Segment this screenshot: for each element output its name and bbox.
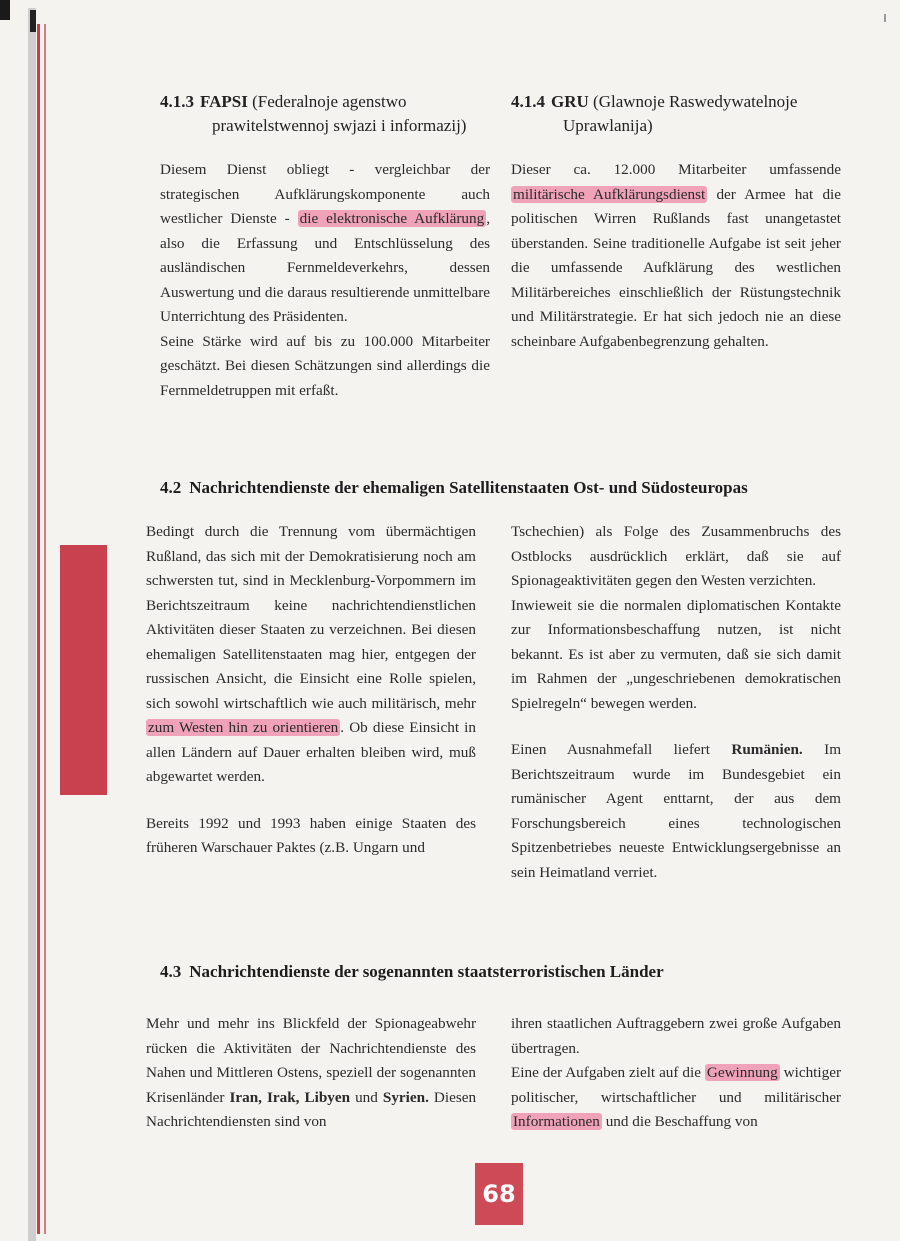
text-column-4-3-left xyxy=(146,1012,476,1135)
text-run: Diesen Nachrichtendiensten sind von xyxy=(146,1088,477,1130)
text-column-4-1-4 xyxy=(511,158,841,354)
heading-title: Nachrichtendienste der sogenannten staatsterroristischen Länder xyxy=(189,962,664,981)
text-run: Dieser ca. 12.000 Mitarbeiter umfassende xyxy=(511,161,841,178)
bold-country: Iran, xyxy=(229,1088,262,1106)
paragraph xyxy=(511,738,841,885)
scan-edge-dark-mark xyxy=(30,10,36,32)
text-run: Im Berichtszeitraum wurde im Bundesgebiet ein rumänischer Agent enttarnt, der aus dem Forschungsbereich eines technologischen Spitzenbetriebes neueste Entwicklungsergebnisse an sein Heimatland verriet. xyxy=(511,741,842,881)
heading-4-1-3 xyxy=(160,90,466,138)
text-run: Diesem Dienst obliegt - vergleichbar der strategischen Aufklärungskomponente auch westlicher Dienste - xyxy=(160,161,490,227)
text-column-4-2-right xyxy=(511,520,841,885)
paragraph: Seine Stärke wird auf bis zu 100.000 Mitarbeiter geschätzt. Bei diesen Schätzungen sind allerdings die Fernmeldetruppen mit erfaßt. xyxy=(160,332,490,399)
text-column-4-2-left xyxy=(146,520,476,861)
paragraph: Bereits 1992 und 1993 haben einige Staaten des früheren Warschauer Paktes (z.B. Ungarn und xyxy=(146,814,476,856)
margin-red-line xyxy=(37,24,40,1234)
bold-country: Syrien. xyxy=(382,1088,429,1106)
text-run: wichtiger politischer, wirtschaftlicher und militärischer xyxy=(511,1064,842,1106)
bold-country: Irak, xyxy=(266,1088,300,1106)
paragraph xyxy=(146,1012,476,1135)
paragraph xyxy=(511,158,841,354)
highlighted-text: Informationen xyxy=(513,1113,600,1130)
paragraph xyxy=(511,1061,841,1135)
highlighted-text: die elektronische Aufklärung xyxy=(299,210,485,227)
margin-red-block xyxy=(60,545,107,795)
text-run: Mehr und mehr ins Blickfeld der Spionageabwehr rücken die Aktivitäten der Nachrichtendienste des Nahen und Mittleren Ostens, speziell der sogenannten Krisenländer xyxy=(146,1015,476,1106)
heading-number: 4.1.3 xyxy=(160,92,194,111)
heading-line1: (Federalnoje agenstwo xyxy=(252,92,407,111)
highlighted-text: Gewinnung xyxy=(706,1064,778,1081)
text-run: Einen Ausnahmefall liefert xyxy=(511,741,710,758)
text-column-4-1-3 xyxy=(160,158,490,403)
paragraph xyxy=(160,158,490,330)
heading-line2: prawitelstwennoj swjazi i informazij) xyxy=(212,116,467,135)
paragraph: Inwieweit sie die normalen diplomatischen Kontakte zur Informationsbeschaffung nutzen, ist nicht bekannt. Es ist aber zu vermuten, daß sie sich damit im Rahmen der „ungeschriebenen demokratischen Spielregeln“ bewegen werden. xyxy=(511,596,841,712)
paragraph: Tschechien) als Folge des Zusammenbruchs des Ostblocks ausdrücklich erklärt, daß sie auf Spionageaktivitäten gegen den Westen verzichten. xyxy=(511,523,841,589)
heading-number: 4.1.4 xyxy=(511,92,545,111)
text-run: der Armee hat die politischen Wirren Rußlands fast unangetastet überstanden. Seine traditionelle Aufgabe ist seit jeher die umfassende Aufklärung des westlichen Militärbereiches einschließlich der Rüstungstechnik und Militärstrategie. Er hat sich jedoch nie an diese scheinbare Aufgabenbegrenzung gehalten. xyxy=(511,185,842,350)
text-run: Bedingt durch die Trennung vom übermächtigen Rußland, das sich mit der Demokratisierung noch am schwersten tut, sind in Mecklenburg-Vorpommern im Berichtszeitraum keine nachrichtendienstlichen Aktivitäten dieser Staaten zu verzeichnen. Bei diesen ehemaligen Satellitenstaaten mag hier, entgegen der russischen Ansicht, die Einsicht eine Rolle spielen, sich sowohl wirtschaftlich wie auch militärisch, mehr xyxy=(146,523,476,712)
text-column-4-3-right xyxy=(511,1012,841,1135)
text-run: und xyxy=(355,1088,378,1106)
paragraph xyxy=(146,520,476,790)
heading-title: Nachrichtendienste der ehemaligen Satellitenstaaten Ost- und Südosteuropas xyxy=(189,478,748,497)
heading-4-3 xyxy=(160,962,664,982)
heading-4-2 xyxy=(160,478,748,498)
heading-4-1-4 xyxy=(511,90,797,138)
bold-country: Libyen xyxy=(304,1088,351,1106)
heading-number: 4.2 xyxy=(160,478,182,497)
heading-line2: Uprawlanija) xyxy=(563,116,653,135)
highlighted-text: zum Westen hin zu orientieren xyxy=(148,719,339,736)
heading-number: 4.3 xyxy=(160,962,182,981)
margin-red-thin-line xyxy=(44,24,46,1234)
bold-country: Rumänien. xyxy=(731,741,803,758)
scan-edge-shadow xyxy=(28,8,36,1241)
heading-line1: (Glawnoje Raswedywatelnoje xyxy=(593,92,798,111)
heading-abbr: FAPSI xyxy=(200,92,248,111)
text-run: . Ob diese Einsicht in allen Ländern auf Dauer erhalten bleiben wird, muß abgewartet werden. xyxy=(146,719,476,785)
text-run: und die Beschaffung von xyxy=(605,1113,758,1130)
scan-corner-mark xyxy=(884,14,886,22)
text-run: Eine der Aufgaben zielt auf die xyxy=(511,1064,701,1081)
paragraph: ihren staatlichen Auftraggebern zwei große Aufgaben übertragen. xyxy=(511,1015,841,1057)
highlighted-text: militärische Aufklärungsdienst xyxy=(513,185,706,203)
heading-abbr: GRU xyxy=(551,92,589,111)
scan-edge-mark xyxy=(0,0,10,20)
text-run: , also die Erfassung und Entschlüsselung des ausländischen Fernmeldeverkehrs, dessen Auswertung und die daraus resultierende unmittelbare Unterrichtung des Präsidenten. xyxy=(160,210,490,325)
page-number: 68 xyxy=(475,1163,523,1225)
